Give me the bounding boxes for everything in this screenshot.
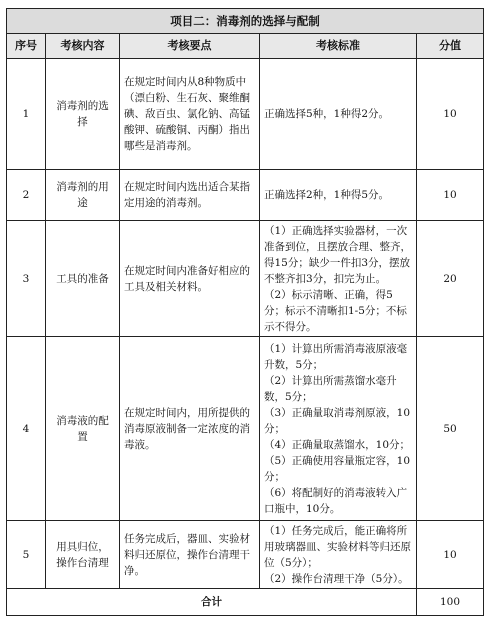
- header-score: 分值: [417, 34, 484, 59]
- standard-item: 正确选择5种，1种得2分。: [264, 108, 390, 120]
- row-standard: [260, 59, 417, 170]
- row-content: 用具归位，操作台清理: [46, 521, 120, 589]
- row-score: 10: [417, 59, 484, 170]
- row-no: 4: [7, 337, 46, 521]
- row-content: 消毒剂的选择: [46, 59, 120, 170]
- table-row: [7, 170, 484, 221]
- row-no: 3: [7, 221, 46, 337]
- standard-item: （2）计算出所需蒸馏水毫升数，5分；: [264, 374, 397, 403]
- assessment-table: [6, 8, 484, 616]
- row-score: 10: [417, 521, 484, 589]
- table-row: [7, 337, 484, 521]
- row-points: 在规定时间内，用所提供的消毒原液制备一定浓度的消毒液。: [120, 337, 260, 521]
- row-no: 5: [7, 521, 46, 589]
- row-points: 在规定时间内从8种物质中（漂白粉、生石灰、聚维酮碘、敌百虫、氯化钠、高锰酸钾、硫酸铜、丙酮）指出哪些是消毒剂。: [120, 59, 260, 170]
- row-standard: [260, 221, 417, 337]
- total-row: [7, 589, 484, 616]
- standard-item: （5）正确使用容量瓶定容，10分；: [264, 454, 411, 483]
- row-points: 在规定时间内选出适合某指定用途的消毒剂。: [120, 170, 260, 221]
- total-label: 合计: [7, 589, 417, 616]
- header-no: 序号: [7, 34, 46, 59]
- row-score: 20: [417, 221, 484, 337]
- standard-item: （2）标示清晰、正确，得5分；标示不清晰扣1-5分；不标示不得分。: [264, 288, 407, 333]
- row-standard: [260, 337, 417, 521]
- header-standard: 考核标准: [260, 34, 417, 59]
- standard-item: （1）正确选择实验器材，一次准备到位，且摆放合理、整齐，得15分；缺少一件扣3分，摆放不整齐扣3分，扣完为止。: [264, 224, 411, 285]
- row-content: 工具的准备: [46, 221, 120, 337]
- row-points: 在规定时间内准备好相应的工具及相关材料。: [120, 221, 260, 337]
- row-no: 1: [7, 59, 46, 170]
- table-row: [7, 59, 484, 170]
- table-row: [7, 521, 484, 589]
- row-content: 消毒液的配置: [46, 337, 120, 521]
- standard-item: （4）正确量取蒸馏水，10分；: [264, 438, 411, 451]
- table-title: 项目二：消毒剂的选择与配制: [7, 9, 484, 34]
- standard-item: （2）操作台清理干净（5分）。: [264, 572, 409, 585]
- standard-item: （1）任务完成后，能正确将所用玻璃器皿、实验材料等归还原位（5分）；: [264, 524, 411, 569]
- row-points: 任务完成后，器皿、实验材料归还原位，操作台清理干净。: [120, 521, 260, 589]
- row-standard: [260, 170, 417, 221]
- row-standard: [260, 521, 417, 589]
- table-row: [7, 221, 484, 337]
- row-no: 2: [7, 170, 46, 221]
- standard-item: （1）计算出所需消毒液原液毫升数，5分；: [264, 342, 408, 371]
- standard-item: 正确选择2种，1种得5分。: [264, 189, 390, 201]
- row-score: 50: [417, 337, 484, 521]
- row-score: 10: [417, 170, 484, 221]
- standard-item: （3）正确量取消毒剂原液，10分；: [264, 406, 411, 435]
- header-points: 考核要点: [120, 34, 260, 59]
- row-content: 消毒剂的用途: [46, 170, 120, 221]
- standard-item: （6）将配制好的消毒液转入广口瓶中，10分。: [264, 486, 408, 515]
- header-content: 考核内容: [46, 34, 120, 59]
- total-score: 100: [417, 589, 484, 616]
